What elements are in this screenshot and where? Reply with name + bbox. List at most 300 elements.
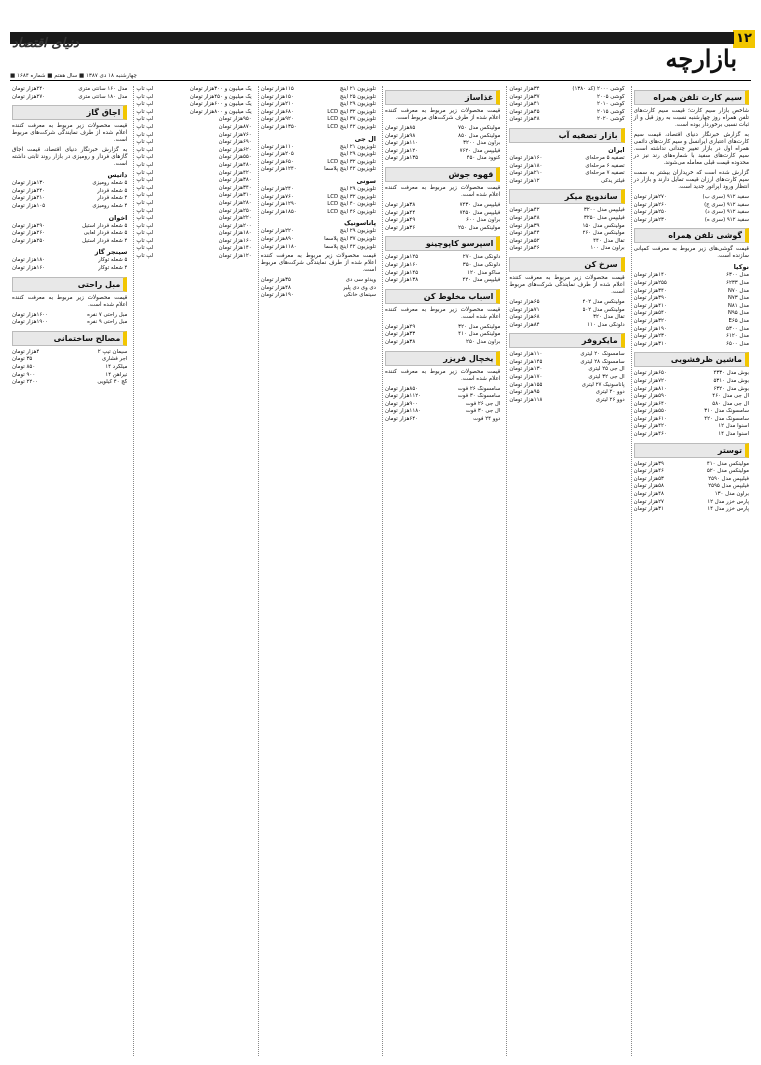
item-name: پارس خزر مدل ۱۴ bbox=[707, 506, 749, 513]
item-name: مدل ۶۱۲۰ bbox=[726, 333, 749, 340]
item-name: تلویزیون ۴۲ اینچ LCD bbox=[327, 123, 377, 130]
item-name: اسنوا مدل ۱۲ bbox=[718, 423, 749, 430]
item-price: ۱۳۰هزار تومان bbox=[509, 366, 543, 373]
item-name: ۳۱۰هزار تومان bbox=[218, 192, 252, 199]
item-price: ۱۱۵هزار تومان bbox=[260, 86, 294, 92]
price-row bbox=[136, 215, 251, 223]
price-row bbox=[509, 155, 624, 163]
price-row bbox=[634, 401, 749, 409]
price-row bbox=[12, 257, 127, 265]
price-row bbox=[136, 185, 251, 193]
item-name: تلویزیون ۴۰ اینچ LCD bbox=[327, 201, 377, 208]
item-price: ۱۹۰۰هزار تومان bbox=[12, 319, 49, 326]
price-row bbox=[509, 238, 624, 246]
item-name: فیلیپس مدل ۲۵۹۰ bbox=[708, 475, 749, 482]
article-paragraph: گزارش شده است که خریداران بیشتر به سمت سیم کارت‌های ارزان قیمت تمایل دارند و بازار در انتظار ورود اپراتور جدید است. bbox=[633, 170, 749, 190]
item-price: ۳۵ تومان bbox=[12, 356, 33, 363]
price-row bbox=[634, 393, 749, 401]
item-name: ویدئو سی دی bbox=[345, 277, 377, 284]
item-price: ۱۶۰۰هزار تومان bbox=[12, 311, 49, 318]
category-header: بازار تصفیه آب bbox=[509, 128, 624, 143]
item-name: ۱۸۰هزار تومان bbox=[218, 230, 252, 237]
item-name: براون مدل ۱۰۰ bbox=[590, 245, 625, 252]
item-name: تلویزیون ۴۲ اینچ پلاسما bbox=[324, 166, 377, 173]
item-name: مولینکس مدل ۱۵۰ bbox=[582, 222, 625, 229]
item-name: فیلیپس مدل ۴۲۰ bbox=[462, 277, 501, 284]
price-row bbox=[136, 124, 251, 132]
item-price: ۱۲۵هزار تومان bbox=[385, 254, 419, 261]
item-price: ۶۵۰هزار تومان bbox=[260, 158, 294, 165]
item-name: آجر فشاری bbox=[101, 356, 128, 363]
item-price: ۱۱۰هزار تومان bbox=[385, 140, 419, 147]
top-rule bbox=[10, 32, 734, 44]
price-row bbox=[634, 423, 749, 431]
item-name: ۲۰۰هزار تومان bbox=[218, 222, 252, 229]
item-price: ۱۵۰هزار تومان bbox=[260, 93, 294, 100]
item-price: ۱۲۰هزار تومان bbox=[385, 147, 419, 154]
item-name: تلویزیون ۴۶ اینچ LCD bbox=[327, 208, 377, 215]
item-price: لپ تاپ bbox=[136, 237, 154, 244]
price-row bbox=[261, 116, 376, 124]
price-row bbox=[261, 86, 376, 94]
price-row bbox=[12, 180, 127, 188]
item-price: ۲۹۰هزار تومان bbox=[12, 222, 46, 229]
price-row bbox=[385, 217, 500, 225]
item-name: تیرآهن ۱۴ bbox=[105, 371, 128, 378]
item-name: تصفیه ۶ مرحله‌ای bbox=[585, 162, 625, 169]
category-header: سرخ کن bbox=[509, 257, 624, 272]
item-name: ۷۶۰هزار تومان bbox=[218, 131, 252, 138]
item-name: مدل ۶۵۰۰ bbox=[726, 340, 749, 347]
item-price: ۲۴۰هزار تومان bbox=[12, 187, 46, 194]
item-price: ۱۲هزار تومان bbox=[509, 177, 540, 184]
item-price: ۱۳۸هزار تومان bbox=[385, 277, 419, 284]
price-row bbox=[634, 491, 749, 499]
item-name: ۵ شعله فردار bbox=[97, 187, 128, 194]
category-header: مصالح ساختمانی bbox=[12, 331, 127, 346]
category-header: ماشین ظرفشویی bbox=[634, 352, 749, 367]
item-price: لپ تاپ bbox=[136, 101, 154, 108]
item-name: ۴ شعله رومیزی bbox=[92, 202, 128, 209]
brand-subheading: سونی bbox=[356, 176, 377, 185]
item-name: مولینکس مدل ۸۵۰ bbox=[458, 132, 501, 139]
item-name: گوشی ۲۰۲۰ bbox=[597, 116, 625, 123]
item-name: فیلیپس مدل ۲۵۹۵ bbox=[708, 483, 749, 490]
price-row bbox=[509, 178, 624, 186]
price-row bbox=[136, 245, 251, 253]
item-name: سامسونگ مدل ۴۲۰ bbox=[704, 415, 749, 422]
item-price: ۲۱۰هزار تومان bbox=[509, 170, 543, 177]
article-paragraph: قیمت گوشی‌های زیر مربوط به معرفت کمپانی سازنده است. bbox=[633, 246, 749, 260]
category-header: غذاساز bbox=[385, 90, 500, 105]
item-name: فیلیپس مدل ۷۶۲۰ bbox=[459, 147, 501, 154]
price-row bbox=[509, 170, 624, 178]
item-price: ۴۶هزار تومان bbox=[633, 468, 664, 475]
item-price: ۴هزار تومان bbox=[12, 348, 40, 355]
item-price: ۲۳۰هزار تومان bbox=[633, 333, 667, 340]
price-row bbox=[261, 186, 376, 194]
price-row bbox=[385, 277, 500, 285]
price-row bbox=[634, 386, 749, 394]
item-name: ۵۵۰هزار تومان bbox=[218, 154, 252, 161]
column-6 bbox=[10, 86, 129, 1056]
price-row bbox=[509, 207, 624, 215]
item-price: لپ تاپ bbox=[136, 192, 154, 199]
item-name: ۶۲۰هزار تومان bbox=[218, 146, 252, 153]
item-price: ۸۹۰هزار تومان bbox=[260, 235, 294, 242]
item-price: ۳۷هزار تومان bbox=[509, 93, 540, 100]
item-price: ۲۷۰هزار تومان bbox=[12, 93, 46, 100]
item-price: ۱۴۵هزار تومان bbox=[509, 358, 543, 365]
price-row bbox=[12, 195, 127, 203]
price-row bbox=[385, 408, 500, 416]
price-row bbox=[136, 223, 251, 231]
item-price: لپ تاپ bbox=[136, 116, 154, 123]
item-name: تلویزیون ۳۲ اینچ LCD bbox=[327, 193, 377, 200]
price-row bbox=[385, 339, 500, 347]
item-name: ۲۵۰هزار تومان bbox=[218, 207, 252, 214]
item-name: ۱۶۰هزار تومان bbox=[218, 237, 252, 244]
price-row bbox=[509, 299, 624, 307]
item-price: ۱۰۵هزار تومان bbox=[12, 202, 46, 209]
item-name: ۵ شعله رومیزی bbox=[92, 180, 128, 187]
item-price: لپ تاپ bbox=[136, 222, 154, 229]
item-price: لپ تاپ bbox=[136, 86, 154, 92]
category-header: اجاق گاز bbox=[12, 105, 127, 120]
item-name: مدل ۱۸۰ سانتی متری bbox=[78, 93, 128, 100]
price-row bbox=[385, 155, 500, 163]
item-price: ۸۵۰ تومان bbox=[12, 363, 36, 370]
price-row bbox=[261, 236, 376, 244]
article-paragraph: قیمت محصولات زیر مربوط به معرفت کننده اعلام شده است. bbox=[385, 306, 501, 320]
price-row bbox=[385, 225, 500, 233]
price-row bbox=[385, 393, 500, 401]
price-row bbox=[12, 349, 127, 357]
item-price: ۷۱هزار تومان bbox=[509, 306, 540, 313]
price-row bbox=[261, 144, 376, 152]
item-price: ۶۸۰هزار تومان bbox=[260, 108, 294, 115]
item-price: ۱۸۰هزار تومان bbox=[509, 162, 543, 169]
item-price: ۲۷۰هزار تومان bbox=[633, 194, 667, 200]
price-row bbox=[12, 86, 127, 94]
item-name: پارس خزر مدل ۱۲ bbox=[707, 498, 749, 505]
item-price: ۱۹۰هزار تومان bbox=[633, 325, 667, 332]
item-name: تلویزیون ۲۹ اینچ bbox=[339, 185, 377, 192]
price-row bbox=[261, 94, 376, 102]
price-row bbox=[634, 378, 749, 386]
price-row bbox=[509, 307, 624, 315]
price-row bbox=[136, 139, 251, 147]
item-price: لپ تاپ bbox=[136, 123, 154, 130]
price-row bbox=[634, 408, 749, 416]
item-name: سامسونگ ۲۶ فوت bbox=[457, 385, 501, 392]
price-row bbox=[634, 217, 749, 225]
item-price: ۶۸هزار تومان bbox=[509, 314, 540, 321]
item-name: گچ ۴۰ کیلویی bbox=[97, 379, 128, 386]
price-row bbox=[509, 94, 624, 102]
item-price: ۱۱۸۰هزار تومان bbox=[260, 243, 297, 250]
item-name: سامسونگ ۲۸ لیتری bbox=[580, 358, 625, 365]
price-row bbox=[261, 151, 376, 159]
brand-subheading: ایران bbox=[608, 145, 625, 154]
column-4 bbox=[258, 86, 378, 1056]
item-name: سفید ۹۱۲ (سری ه) bbox=[704, 216, 749, 223]
item-name: سفید ۹۱۲ (سری ب) bbox=[702, 194, 749, 200]
item-name: ال جی ۲۶ فوت bbox=[465, 400, 501, 407]
price-row bbox=[634, 295, 749, 303]
item-price: لپ تاپ bbox=[136, 207, 154, 214]
item-price: ۱۶۰هزار تومان bbox=[509, 154, 543, 161]
item-name: تلویزیون ۲۹ اینچ bbox=[339, 151, 377, 158]
price-row bbox=[261, 166, 376, 174]
item-name: مدل E۶۵ bbox=[728, 317, 749, 324]
publication-logo: دنیای اقتصاد bbox=[12, 36, 79, 51]
item-name: گوشی ۲۰۱۰ bbox=[597, 101, 625, 108]
brand-subheading: سینجر گاز bbox=[94, 248, 128, 257]
item-name: ۴ شعله فردار استیل bbox=[82, 237, 128, 244]
item-name: تلویزیون ۳۷ اینچ LCD bbox=[327, 116, 377, 123]
item-name: ۴۸۰هزار تومان bbox=[218, 161, 252, 168]
item-price: ۴۱هزار تومان bbox=[509, 101, 540, 108]
price-row bbox=[509, 374, 624, 382]
price-row bbox=[261, 201, 376, 209]
item-price: ۲۱۰هزار تومان bbox=[12, 195, 46, 202]
price-row bbox=[12, 238, 127, 246]
price-row bbox=[12, 312, 127, 320]
item-price: ۹۲۰هزار تومان bbox=[260, 116, 294, 123]
item-price: ۱۹۰هزار تومان bbox=[260, 292, 294, 299]
item-price: لپ تاپ bbox=[136, 169, 154, 176]
price-row bbox=[634, 468, 749, 476]
item-price: لپ تاپ bbox=[136, 161, 154, 168]
price-row bbox=[385, 331, 500, 339]
item-name: یک میلیون و ۳۰۰هزار تومان bbox=[189, 86, 252, 92]
category-header: اسباب مخلوط کن bbox=[385, 289, 500, 304]
item-name: تفال مدل ۳۲۰ bbox=[593, 314, 625, 321]
item-price: ۱۱۸هزار تومان bbox=[509, 396, 543, 403]
category-header: مایکروفر bbox=[509, 333, 624, 348]
item-name: مدل N۷۰ bbox=[727, 287, 749, 294]
price-row bbox=[385, 270, 500, 278]
article-paragraph: شاخص بازار سیم کارت؛ قیمت سیم کارت‌های تلفن همراه روز چهارشنبه نسبت به روز قبل و از ثبات نسبی برخوردار بوده است. bbox=[633, 108, 749, 128]
item-price: ۱۱۸۰هزار تومان bbox=[385, 408, 422, 415]
item-name: مولینکس مدل ۵۰۲ bbox=[582, 306, 625, 313]
item-name: اسنوا مدل ۱۴ bbox=[718, 431, 749, 438]
price-row bbox=[634, 483, 749, 491]
column-1 bbox=[631, 86, 751, 1056]
brand-subheading: داتیس bbox=[107, 171, 128, 180]
item-price: ۱۲۹۰هزار تومان bbox=[260, 201, 297, 208]
item-name: مدل N۷۳ bbox=[727, 295, 749, 302]
item-price: لپ تاپ bbox=[136, 108, 154, 115]
item-price: ۲۶۰هزار تومان bbox=[633, 201, 667, 208]
item-price: ۴۴هزار تومان bbox=[509, 230, 540, 237]
item-price: لپ تاپ bbox=[136, 93, 154, 100]
price-row bbox=[509, 351, 624, 359]
price-row bbox=[136, 101, 251, 109]
item-name: ۴ شعله توکار bbox=[98, 264, 128, 271]
price-row bbox=[509, 230, 624, 238]
price-row bbox=[385, 125, 500, 133]
item-name: دلونگی مدل ۱۱۰ bbox=[587, 321, 625, 328]
price-row bbox=[634, 209, 749, 217]
item-name: تلویزیون ۳۲ اینچ LCD bbox=[327, 108, 377, 115]
item-name: مولینکس مدل ۴۰۲ bbox=[582, 298, 625, 305]
price-row bbox=[136, 238, 251, 246]
item-name: ۴۲۰هزار تومان bbox=[218, 169, 252, 176]
item-price: ۱۷۰هزار تومان bbox=[509, 374, 543, 381]
price-row bbox=[261, 277, 376, 285]
price-row bbox=[634, 506, 749, 514]
item-name: تلویزیون ۲۹ اینچ bbox=[339, 228, 377, 235]
item-price: لپ تاپ bbox=[136, 215, 154, 222]
item-name: مولینکس مدل ۵۲۰ bbox=[706, 468, 749, 475]
item-price: ۹۰۰ تومان bbox=[12, 371, 36, 378]
category-header: قهوه جوش bbox=[385, 167, 500, 182]
price-row bbox=[509, 223, 624, 231]
item-name: مولینکس مدل ۳۲۰ bbox=[458, 323, 501, 330]
item-name: تصفیه ۵ مرحله‌ای bbox=[585, 154, 625, 161]
item-name: بوش مدل ۵۳۱۰ bbox=[713, 377, 749, 384]
item-price: لپ تاپ bbox=[136, 146, 154, 153]
item-price: ۴۸هزار تومان bbox=[260, 284, 291, 291]
category-header: توستر bbox=[634, 443, 749, 458]
item-price: ۵۹۰هزار تومان bbox=[633, 393, 667, 400]
item-price: ۴۵هزار تومان bbox=[509, 108, 540, 115]
price-row bbox=[385, 210, 500, 218]
price-row bbox=[634, 272, 749, 280]
item-price: ۳۹۰هزار تومان bbox=[633, 295, 667, 302]
price-row bbox=[385, 202, 500, 210]
item-name: فیلیپس مدل ۳۲۵۰ bbox=[583, 214, 625, 221]
price-row bbox=[509, 322, 624, 330]
item-name: میلگرد ۱۴ bbox=[105, 363, 128, 370]
item-name: سامسونگ ۳۰ فوت bbox=[457, 393, 501, 400]
item-price: ۱۴۰هزار تومان bbox=[633, 272, 667, 279]
item-price: ۴۸هزار تومان bbox=[633, 491, 664, 498]
price-row bbox=[634, 310, 749, 318]
item-price: ۶۱۰هزار تومان bbox=[633, 415, 667, 422]
article-paragraph: به گزارش خبرنگار دنیای اقتصاد، قیمت اجاق گازهای فردار و رومیزی در بازار روند ثابتی داشته است. bbox=[12, 147, 128, 168]
price-row bbox=[634, 333, 749, 341]
price-row bbox=[509, 163, 624, 171]
price-row bbox=[261, 228, 376, 236]
price-row bbox=[385, 416, 500, 424]
price-row bbox=[634, 303, 749, 311]
item-price: لپ تاپ bbox=[136, 253, 154, 260]
item-price: لپ تاپ bbox=[136, 139, 154, 146]
item-price: ۳۸هزار تومان bbox=[385, 338, 416, 345]
item-name: ال جی ۳۲ لیتری bbox=[588, 374, 625, 381]
price-row bbox=[12, 230, 127, 238]
item-name: تلویزیون ۴۲ اینچ پلاسما bbox=[324, 243, 377, 250]
price-row bbox=[509, 116, 624, 124]
price-row bbox=[12, 319, 127, 327]
category-header: گوشی تلفن همراه bbox=[634, 228, 749, 243]
item-price: ۸۱۰هزار تومان bbox=[633, 385, 667, 392]
item-price: ۶۵هزار تومان bbox=[509, 298, 540, 305]
item-name: گوشی ۲۰۱۵ bbox=[597, 108, 625, 115]
item-price: ۱۲۴۰هزار تومان bbox=[260, 166, 297, 173]
item-price: ۳۴هزار تومان bbox=[509, 86, 540, 92]
price-row bbox=[12, 372, 127, 380]
price-row bbox=[136, 208, 251, 216]
price-row bbox=[634, 326, 749, 334]
dateline: ■ چهارشنبه ۱۸ دی ۱۳۸۷ ■ سال هفتم ■ شماره ۱۶۸۴ bbox=[10, 73, 751, 81]
price-row bbox=[136, 116, 251, 124]
price-row bbox=[509, 366, 624, 374]
item-name: سفید ۹۱۲ (سری ج) bbox=[704, 201, 749, 208]
item-name: یک میلیون و ۸۰۰هزار تومان bbox=[189, 108, 252, 115]
item-price: ۲۰۵هزار تومان bbox=[260, 151, 294, 158]
item-name: ال جی مدل ۵۸۰ bbox=[712, 400, 749, 407]
price-row bbox=[12, 379, 127, 387]
category-header: سیم کارت تلفن همراه bbox=[634, 90, 749, 105]
price-row bbox=[136, 109, 251, 117]
item-name: دوو ۲۰ لیتری bbox=[595, 389, 625, 396]
item-name: ۳۴۰هزار تومان bbox=[218, 184, 252, 191]
item-name: سامسونگ ۲۰ لیتری bbox=[580, 351, 625, 358]
item-price: ۳۲۰هزار تومان bbox=[633, 317, 667, 324]
item-name: ۹۵۰هزار تومان bbox=[218, 116, 252, 123]
article-paragraph: قیمت محصولات زیر مربوط به معرفت کننده اعلام شده از طرف شرکت‌های مربوط است. bbox=[385, 108, 501, 121]
item-name: سامسونگ مدل ۳۱۰ bbox=[704, 408, 749, 415]
item-name: تلویزیون ۲۱ اینچ bbox=[339, 86, 377, 92]
item-name: براون مدل ۶۰۰ bbox=[466, 217, 501, 224]
price-row bbox=[509, 245, 624, 253]
category-header: مبل راحتی bbox=[12, 277, 127, 292]
item-price: ۶۵۰هزار تومان bbox=[633, 370, 667, 377]
item-price: ۹۸هزار تومان bbox=[385, 132, 416, 139]
item-name: ۲۸۰هزار تومان bbox=[218, 199, 252, 206]
item-name: دی وی دی پلیر bbox=[342, 284, 377, 291]
price-row bbox=[136, 94, 251, 102]
item-price: ۳۹هزار تومان bbox=[509, 222, 540, 229]
article-paragraph: قیمت محصولات زیر مربوط به معرفت کننده اعلام شده است. bbox=[385, 368, 501, 382]
section-title: بازارچه bbox=[665, 44, 737, 73]
item-price: ۲۱۰هزار تومان bbox=[260, 101, 294, 108]
price-row bbox=[385, 148, 500, 156]
price-row bbox=[634, 280, 749, 288]
item-name: تلویزیون ۲۵ اینچ bbox=[339, 93, 377, 100]
item-price: ۲۷هزار تومان bbox=[633, 498, 664, 505]
price-row bbox=[634, 194, 749, 202]
item-price: ۳۸هزار تومان bbox=[385, 201, 416, 208]
item-price: ۳۱هزار تومان bbox=[633, 506, 664, 513]
price-row bbox=[136, 192, 251, 200]
price-row bbox=[385, 140, 500, 148]
item-price: ۴۸هزار تومان bbox=[509, 116, 540, 123]
item-price: ۲۳۰هزار تومان bbox=[633, 216, 667, 223]
item-price: ۴۶هزار تومان bbox=[509, 245, 540, 252]
item-name: فیلیپس مدل ۷۴۳۰ bbox=[459, 201, 501, 208]
item-price: ۵۳هزار تومان bbox=[633, 475, 664, 482]
item-price: ۴۶۰هزار تومان bbox=[633, 431, 667, 438]
item-name: دلونگی مدل ۳۵۰ bbox=[462, 261, 501, 268]
item-price: ۴۴هزار تومان bbox=[385, 209, 416, 216]
item-price: ۹۰۰هزار تومان bbox=[385, 400, 419, 407]
item-price: ۳۵هزار تومان bbox=[260, 277, 291, 284]
item-name: تلویزیون ۳۷ اینچ پلاسما bbox=[324, 235, 377, 242]
item-name: مولینکس مدل ۲۵۰ bbox=[458, 224, 501, 231]
item-name: ۶۹۰هزار تومان bbox=[218, 139, 252, 146]
price-row bbox=[261, 285, 376, 293]
item-name: مبل راحتی ۹ نفره bbox=[87, 319, 128, 326]
column-2 bbox=[506, 86, 626, 1056]
price-row bbox=[136, 253, 251, 261]
column-5 bbox=[133, 86, 253, 1056]
price-row bbox=[385, 254, 500, 262]
